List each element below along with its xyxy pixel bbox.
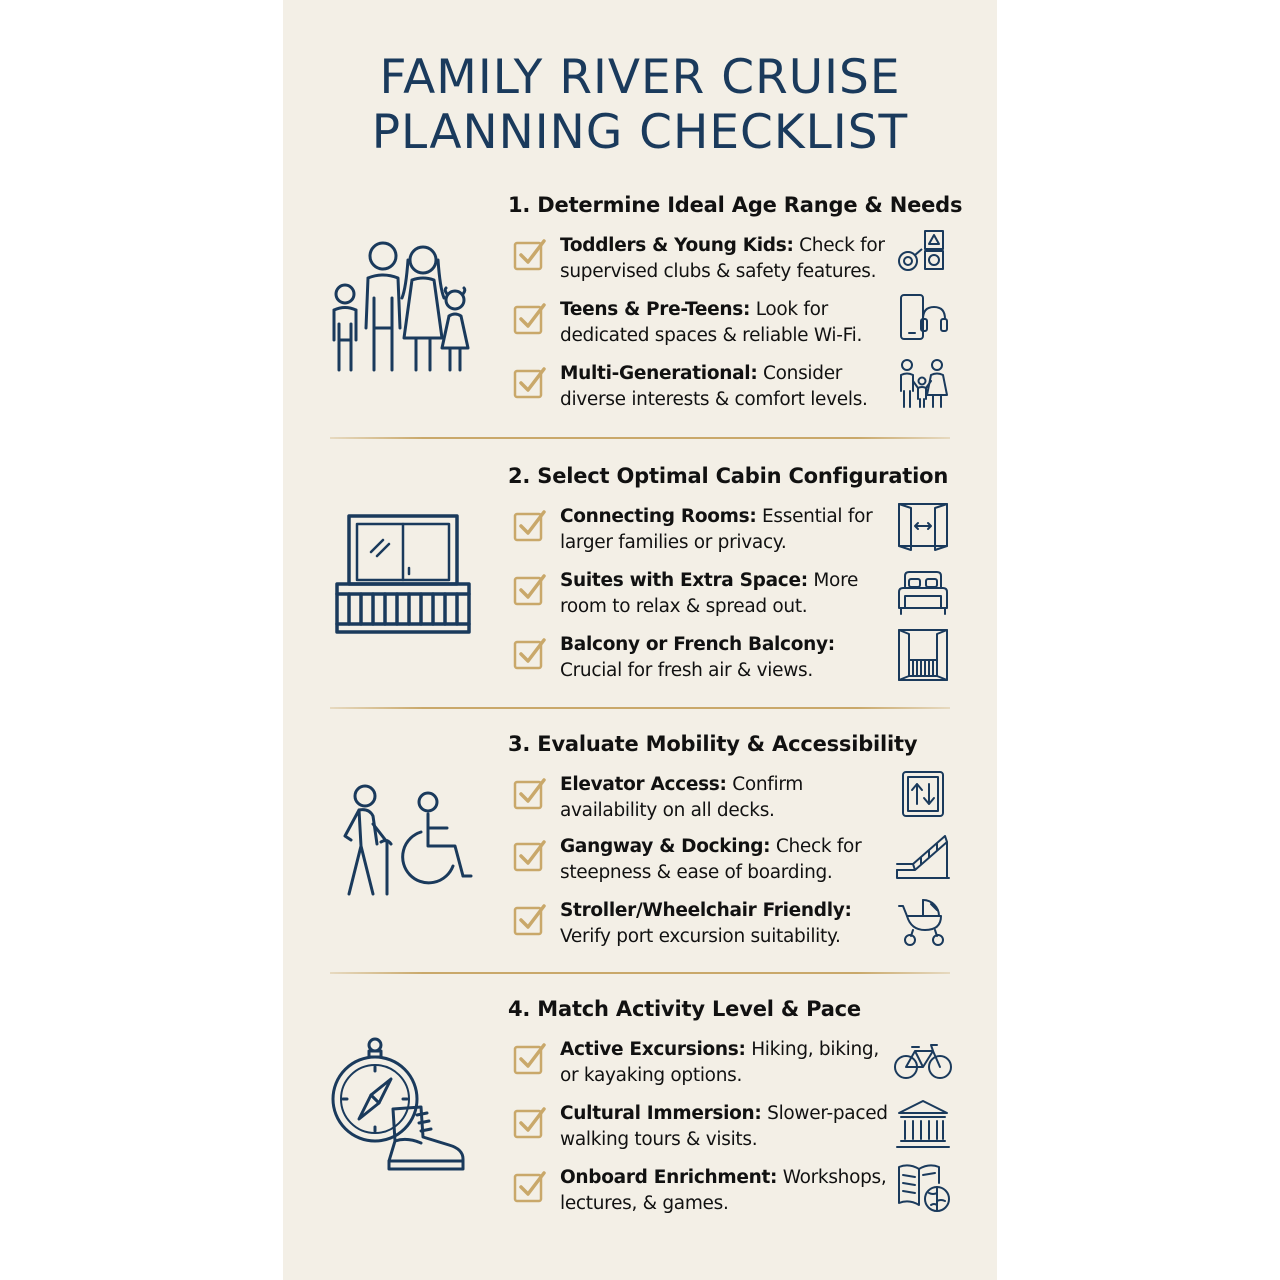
section-activity-pace [283, 997, 997, 1227]
family-icon [328, 238, 478, 373]
item-label: Multi-Generational: [560, 363, 758, 384]
checkbox-checked-icon [513, 301, 547, 335]
section-divider [330, 437, 950, 439]
bed-sofa-icon [893, 562, 953, 622]
checkbox-checked-icon [513, 365, 547, 399]
section-heading: 1. Determine Ideal Age Range & Needs [508, 193, 963, 217]
checkbox-checked-icon [513, 902, 547, 936]
item-description: Verify port excursion suitability. [560, 926, 841, 947]
section-divider [330, 972, 950, 974]
bicycle-icon [893, 1031, 953, 1091]
page-title [283, 50, 997, 160]
section-heading: 4. Match Activity Level & Pace [508, 997, 861, 1021]
checkbox-checked-icon [513, 636, 547, 670]
item-label: Toddlers & Young Kids: [560, 235, 794, 256]
section-heading: 3. Evaluate Mobility & Accessibility [508, 732, 918, 756]
checklist-item [513, 361, 953, 417]
balcony-window-icon [333, 512, 473, 637]
item-description: Essential for larger families or privacy. [560, 506, 873, 553]
checkbox-checked-icon [513, 572, 547, 606]
item-text [560, 504, 900, 556]
item-text [560, 772, 900, 824]
museum-icon [893, 1095, 953, 1155]
item-description: Hiking, biking, or kayaking options. [560, 1039, 879, 1086]
item-description: Crucial for fresh air & views. [560, 660, 813, 681]
item-description: Look for dedicated spaces & reliable Wi-Fi. [560, 299, 863, 346]
phone-headphones-icon [893, 291, 953, 351]
checkbox-checked-icon [513, 838, 547, 872]
item-label: Connecting Rooms: [560, 506, 757, 527]
item-text [560, 1037, 900, 1089]
checkbox-checked-icon [513, 1105, 547, 1139]
item-text [560, 1101, 900, 1153]
checkbox-checked-icon [513, 1041, 547, 1075]
item-label: Onboard Enrichment: [560, 1167, 778, 1188]
item-label: Suites with Extra Space: [560, 570, 808, 591]
item-text [560, 568, 900, 620]
checklist-item [513, 1037, 953, 1093]
section-cabin-configuration [283, 464, 997, 694]
item-text [560, 898, 900, 950]
item-label: Stroller/Wheelchair Friendly: [560, 900, 852, 921]
checklist-item [513, 898, 953, 954]
checklist-item [513, 632, 953, 688]
item-label: Active Excursions: [560, 1039, 746, 1060]
item-text [560, 297, 900, 349]
section-age-range [283, 193, 997, 433]
item-description: Check for supervised clubs & safety features. [560, 235, 885, 282]
item-description: More room to relax & spread out. [560, 570, 859, 617]
section-divider [330, 707, 950, 709]
item-label: Cultural Immersion: [560, 1103, 762, 1124]
checklist-item [513, 504, 953, 560]
checklist-item [513, 233, 953, 289]
item-description: Confirm availability on all decks. [560, 774, 804, 821]
gangway-icon [893, 828, 953, 888]
item-description: Check for steepness & ease of boarding. [560, 836, 862, 883]
checklist-item [513, 772, 953, 828]
item-text [560, 632, 900, 684]
checklist-card [283, 0, 997, 1280]
item-label: Gangway & Docking: [560, 836, 771, 857]
item-label: Elevator Access: [560, 774, 727, 795]
checkbox-checked-icon [513, 776, 547, 810]
checklist-item [513, 568, 953, 624]
french-balcony-icon [893, 626, 953, 686]
item-text [560, 233, 900, 285]
title-line-2: PLANNING CHECKLIST [371, 105, 909, 160]
item-text [560, 834, 900, 886]
section-mobility-accessibility [283, 732, 997, 962]
checkbox-checked-icon [513, 237, 547, 271]
item-label: Teens & Pre-Teens: [560, 299, 751, 320]
item-text [560, 1165, 900, 1217]
book-brain-icon [893, 1159, 953, 1219]
connecting-doors-icon [893, 498, 953, 558]
checklist-item [513, 297, 953, 353]
section-heading: 2. Select Optimal Cabin Configuration [508, 464, 949, 488]
compass-boot-icon [331, 1037, 481, 1177]
mobility-icon [331, 784, 481, 899]
item-description: Slower-paced walking tours & visits. [560, 1103, 888, 1150]
elevator-icon [893, 766, 953, 826]
item-label: Balcony or French Balcony: [560, 634, 835, 655]
checklist-item [513, 834, 953, 890]
item-description: Workshops, lectures, & games. [560, 1167, 887, 1214]
item-text [560, 361, 900, 413]
stroller-icon [893, 892, 953, 952]
checkbox-checked-icon [513, 1169, 547, 1203]
checklist-item [513, 1101, 953, 1157]
title-line-1: FAMILY RIVER CRUISE [379, 50, 901, 105]
toys-pacifier-icon [893, 227, 953, 287]
item-description: Consider diverse interests & comfort levels. [560, 363, 868, 410]
multi-generation-icon [893, 355, 953, 415]
checkbox-checked-icon [513, 508, 547, 542]
checklist-item [513, 1165, 953, 1221]
